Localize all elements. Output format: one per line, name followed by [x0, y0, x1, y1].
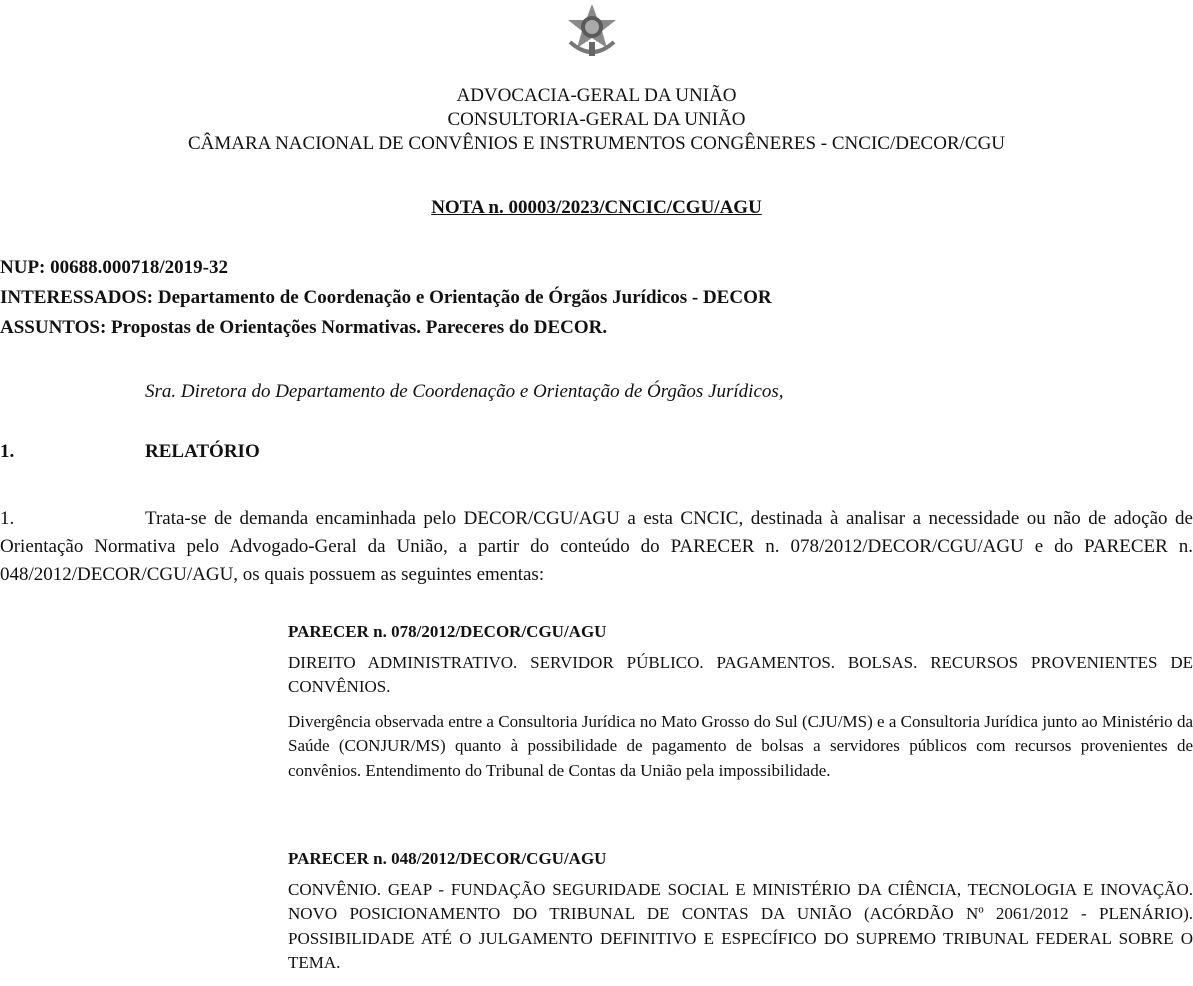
- salutation: Sra. Diretora do Departamento de Coordenação e Orientação de Órgãos Jurídicos,: [145, 381, 784, 402]
- header-line: CONSULTORIA-GERAL DA UNIÃO: [447, 109, 746, 130]
- ementa-block: [288, 620, 1193, 793]
- assuntos: ASSUNTOS: Propostas de Orientações Normativas. Pareceres do DECOR.: [0, 317, 608, 338]
- ementa-block: [288, 847, 1193, 986]
- section-number: 1.: [0, 441, 15, 462]
- ementa-title: PARECER n. 078/2012/DECOR/CGU/AGU: [288, 622, 607, 641]
- document-title: NOTA n. 00003/2023/CNCIC/CGU/AGU: [431, 197, 762, 218]
- institution-header: [0, 84, 1193, 156]
- paragraph-1: [0, 505, 1193, 589]
- section-title: RELATÓRIO: [145, 441, 260, 462]
- ementa-paragraph: CONVÊNIO. GEAP - FUNDAÇÃO SEGURIDADE SOCIAL E MINISTÉRIO DA CIÊNCIA, TECNOLOGIA E INOVAÇÃO. NOVO POSICIONAMENTO DO TRIBUNAL DE CONTAS DA UNIÃO (ACÓRDÃO Nº 2061/2012 - PLENÁRIO). POSSIBILIDADE ATÉ O JULGAMENTO DEFINITIVO E ESPECÍFICO DO SUPREMO TRIBUNAL FEDERAL SOBRE O TEMA.: [288, 879, 1193, 972]
- header-line: CÂMARA NACIONAL DE CONVÊNIOS E INSTRUMENTOS CONGÊNERES - CNCIC/DECOR/CGU: [187, 133, 1006, 154]
- ementa-paragraph: Divergência observada entre a Consultoria Jurídica no Mato Grosso do Sul (CJU/MS) e a Consultoria Jurídica junto ao Ministério da Saúde (CONJUR/MS) quanto à possibilidade de pagamento de bolsas a servidores públicos com recursos provenientes de convênios. Entendimento do Tribunal de Contas da União pela impossibilidade.: [288, 711, 1193, 780]
- ementa-title: PARECER n. 048/2012/DECOR/CGU/AGU: [288, 849, 607, 868]
- ementa-paragraph: DIREITO ADMINISTRATIVO. SERVIDOR PÚBLICO. PAGAMENTOS. BOLSAS. RECURSOS PROVENIENTES DE CONVÊNIOS.: [288, 652, 1193, 696]
- interessados: INTERESSADOS: Departamento de Coordenação e Orientação de Órgãos Jurídicos - DECOR: [0, 287, 772, 308]
- paragraph-text: Trata-se de demanda encaminhada pelo DECOR/CGU/AGU a esta CNCIC, destinada à analisar a necessidade ou não de adoção de Orientação Normativa pelo Advogado-Geral da União, a partir do conteúdo do PARECER n. 078/2012/DECOR/CGU/AGU e do PARECER n. 048/2012/DECOR/CGU/AGU, os quais possuem as seguintes ementas:: [0, 508, 1193, 585]
- nup: NUP: 00688.000718/2019-32: [0, 257, 228, 278]
- coat-of-arms-emblem: [562, 2, 622, 60]
- paragraph-number: 1.: [0, 508, 15, 529]
- header-line: ADVOCACIA-GERAL DA UNIÃO: [456, 85, 737, 106]
